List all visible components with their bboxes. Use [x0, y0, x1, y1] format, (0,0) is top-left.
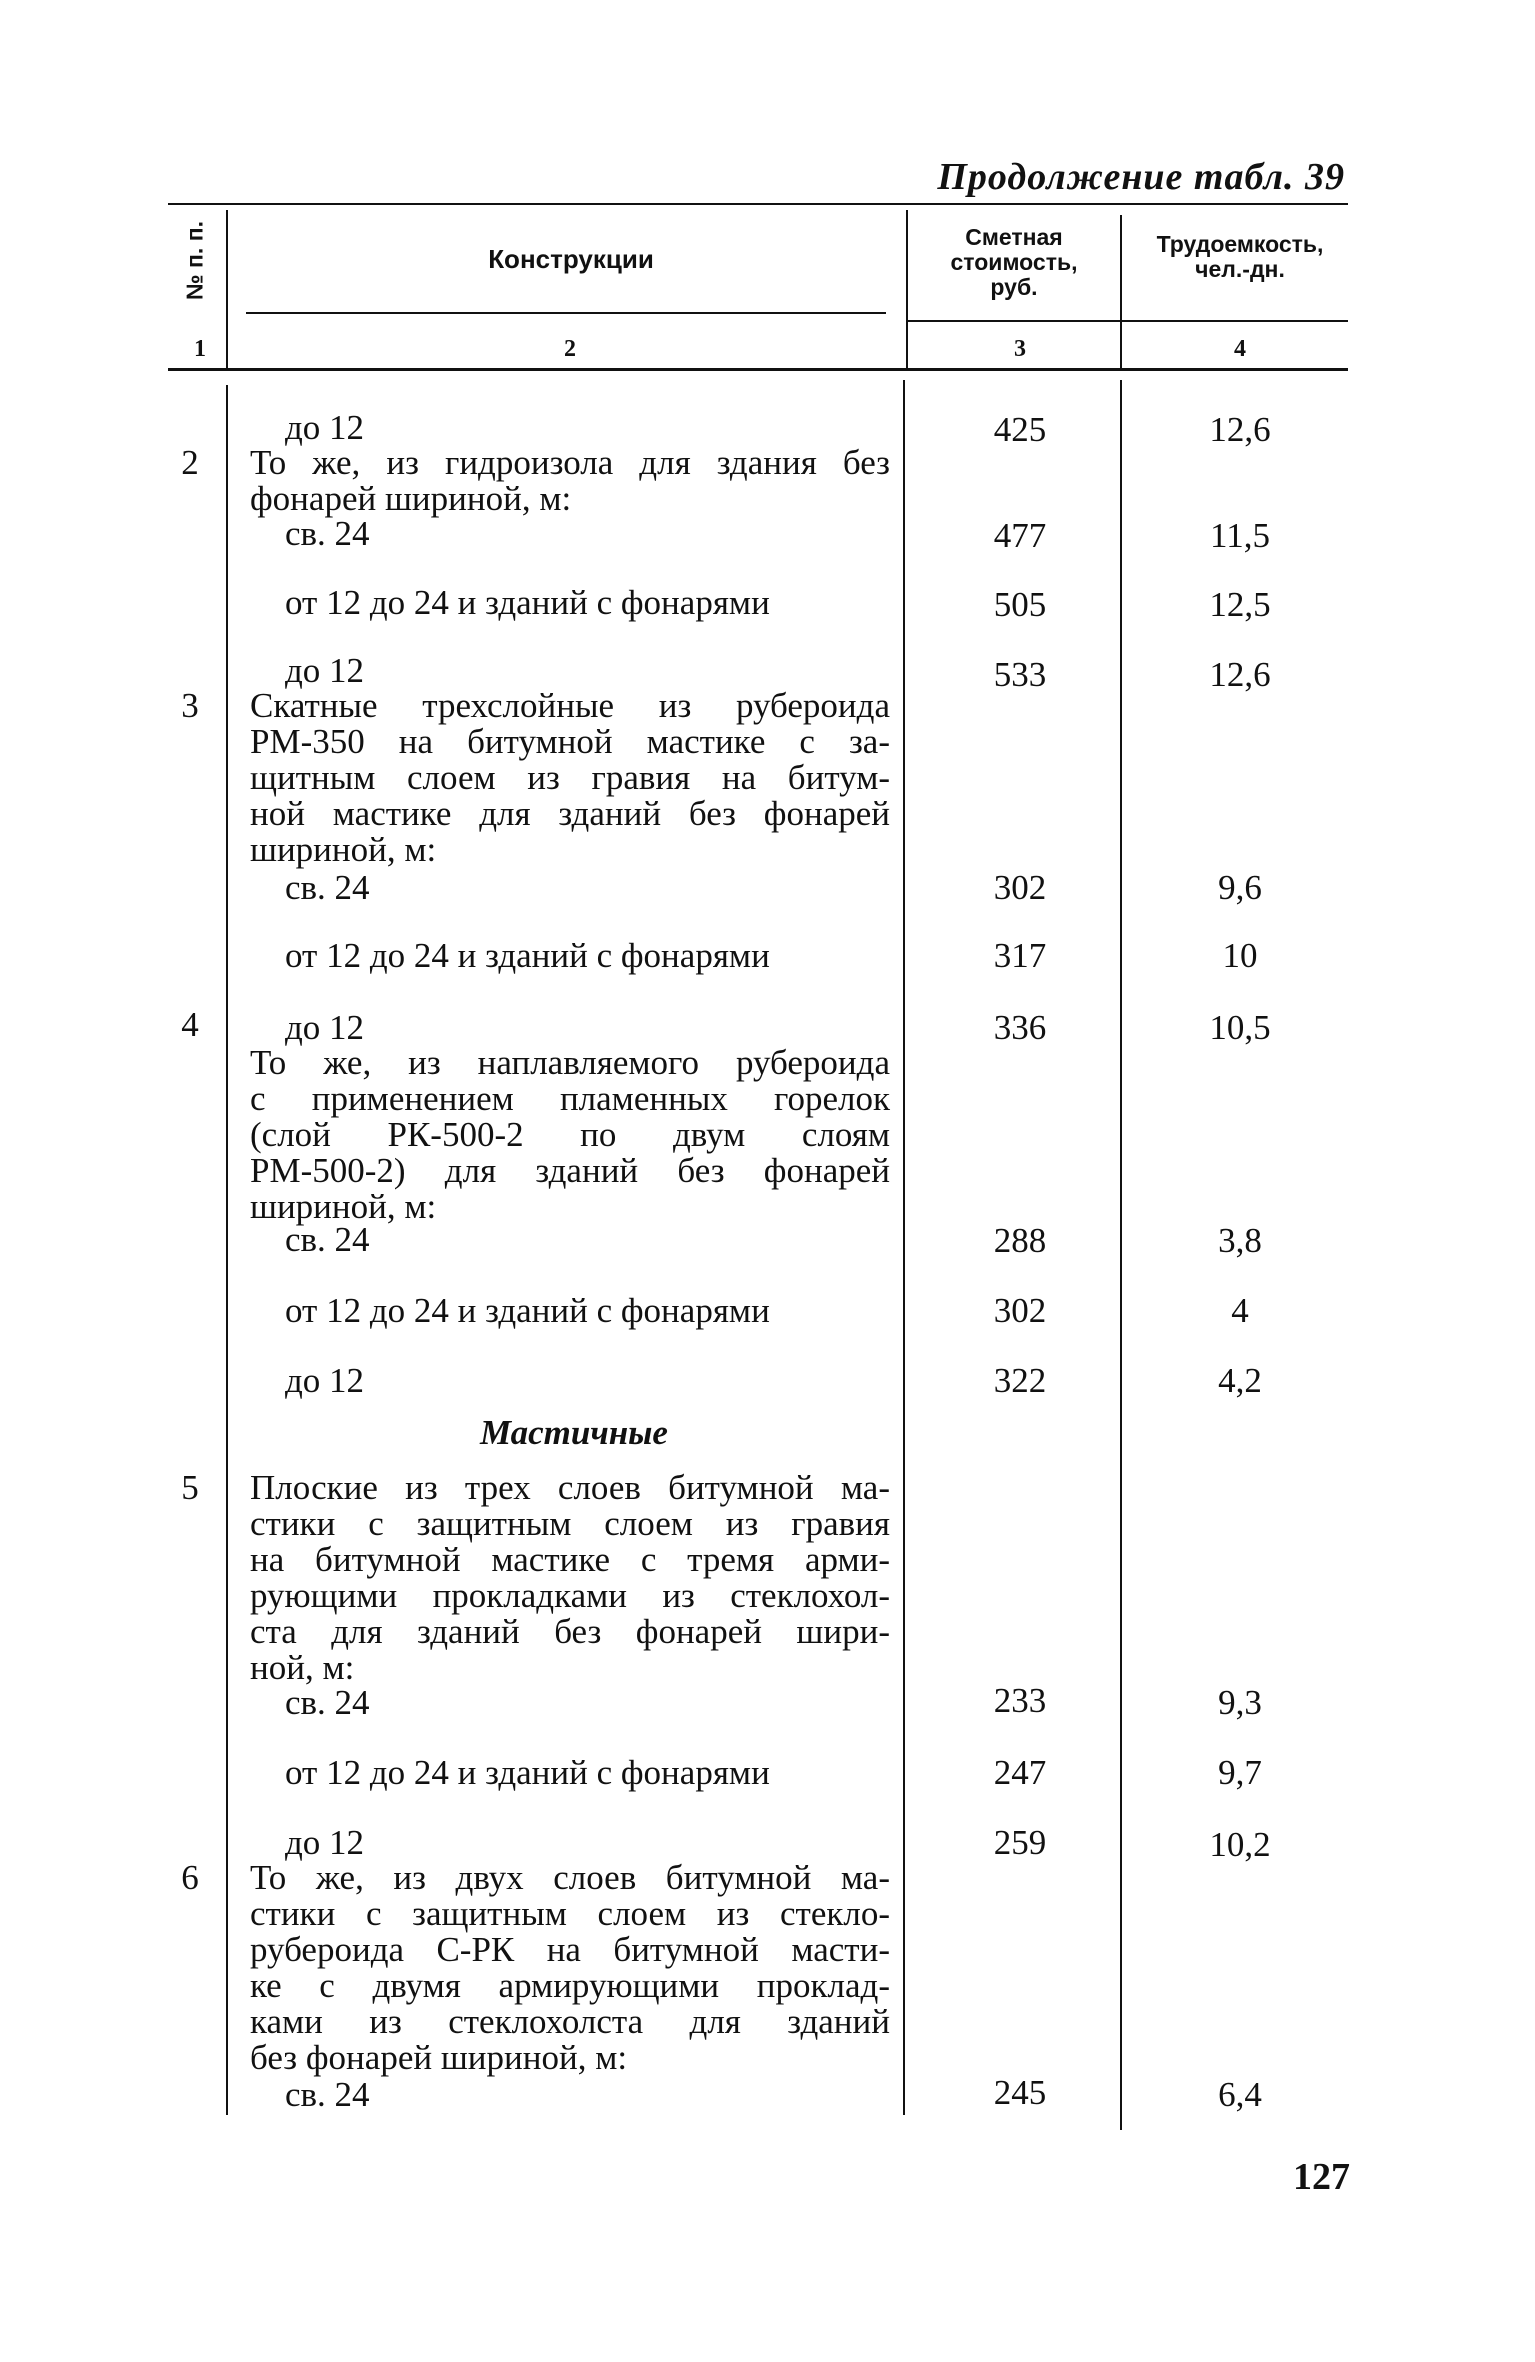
item-description-2 — [250, 445, 890, 517]
cost-value: 425 — [993, 410, 1047, 449]
description-line: рующими прокладками из стеклохол- — [250, 1576, 890, 1615]
row-text: от 12 до 24 и зданий с фонарями — [285, 1753, 770, 1792]
description-line: шириной, м: — [250, 830, 437, 869]
description-line: (слой РК-500-2 по двум слоям — [250, 1115, 890, 1154]
row-text: от 12 до 24 и зданий с фонарями — [285, 1291, 770, 1330]
item-description-3 — [250, 688, 890, 868]
table-caption: Продолжение табл. 39 — [937, 156, 1345, 198]
table-top-rule — [168, 203, 1348, 205]
description-line: ста для зданий без фонарей шири- — [250, 1612, 890, 1651]
cost-value: 322 — [993, 1361, 1047, 1400]
labor-value: 12,6 — [1209, 410, 1271, 449]
cost-value: 533 — [993, 655, 1047, 694]
description-line: Плоские из трех слоев битумной ма- — [250, 1468, 890, 1507]
row-text: св. 24 — [285, 1683, 370, 1722]
header-cost-line-1: Сметная — [965, 224, 1063, 250]
labor-value: 10,5 — [1209, 1008, 1271, 1047]
labor-value: 12,6 — [1209, 655, 1271, 694]
row-number-3: 3 — [181, 686, 199, 725]
col-divider-1 — [226, 210, 228, 370]
column-number-1: 1 — [194, 336, 206, 362]
description-line: рубероида С-РК на битумной масти- — [250, 1930, 890, 1969]
header-cost — [918, 225, 1110, 300]
cost-value: 245 — [993, 2073, 1047, 2112]
col-divider-3-body — [1120, 380, 1122, 2130]
description-line: РМ-350 на битумной мастике с за- — [250, 722, 890, 761]
description-line: РМ-500-2) для зданий без фонарей — [250, 1151, 890, 1190]
header-labor — [1122, 232, 1358, 282]
row-text: до 12 — [285, 1361, 365, 1400]
labor-value: 9,3 — [1218, 1683, 1262, 1722]
row-text: до 12 — [285, 1008, 365, 1047]
description-line: ками из стеклохолста для зданий — [250, 2002, 890, 2041]
labor-value: 9,6 — [1218, 868, 1262, 907]
cost-value: 302 — [993, 868, 1047, 907]
col-divider-1-body — [226, 385, 228, 2115]
row-number-4: 4 — [181, 1005, 199, 1044]
header-construction: Конструкции — [488, 244, 654, 274]
row-number-2: 2 — [181, 443, 199, 482]
item-description-4 — [250, 1045, 890, 1225]
header-num: № п. п. — [181, 221, 208, 300]
description-line: стики с защитным слоем из гравия — [250, 1504, 890, 1543]
header-bottom-rule — [168, 368, 1348, 371]
cost-value: 233 — [993, 1681, 1047, 1720]
labor-value: 3,8 — [1218, 1221, 1262, 1260]
cost-value: 336 — [993, 1008, 1047, 1047]
description-line: с применением пламенных горелок — [250, 1079, 890, 1118]
description-line: То же, из двух слоев битумной ма- — [250, 1858, 890, 1897]
row-text: от 12 до 24 и зданий с фонарями — [285, 583, 770, 622]
description-line: Скатные трехслойные из рубероида — [250, 686, 890, 725]
cost-value: 259 — [993, 1823, 1047, 1862]
labor-value: 11,5 — [1210, 516, 1270, 555]
cost-value: 477 — [993, 516, 1047, 555]
item-description-5 — [250, 1470, 890, 1686]
labor-value: 9,7 — [1218, 1753, 1262, 1792]
labor-value: 4 — [1231, 1291, 1249, 1330]
cost-value: 247 — [993, 1753, 1047, 1792]
description-line: щитным слоем из гравия на битум- — [250, 758, 890, 797]
cost-value: 317 — [993, 936, 1047, 975]
cost-value: 302 — [993, 1291, 1047, 1330]
row-text: св. 24 — [285, 514, 370, 553]
item-description-6 — [250, 1860, 890, 2076]
description-line: То же, из гидроизола для здания без — [250, 443, 890, 482]
row-text: до 12 — [285, 1823, 365, 1862]
row-text: св. 24 — [285, 1220, 370, 1259]
column-number-4: 4 — [1234, 336, 1246, 362]
description-line: ке с двумя армирующими проклад- — [250, 1966, 890, 2005]
description-line: То же, из наплавляемого рубероида — [250, 1043, 890, 1082]
description-line: шириной, м: — [250, 1187, 437, 1226]
description-line: стики с защитным слоем из стекло- — [250, 1894, 890, 1933]
col-divider-2-body — [903, 380, 905, 2115]
labor-value: 6,4 — [1218, 2075, 1262, 2114]
row-number-6: 6 — [181, 1858, 199, 1897]
labor-value: 10,2 — [1209, 1825, 1271, 1864]
labor-value: 4,2 — [1218, 1361, 1262, 1400]
section-heading: Мастичные — [480, 1413, 668, 1452]
labor-value: 12,5 — [1209, 585, 1271, 624]
description-line: фонарей шириной, м: — [250, 479, 572, 518]
labor-value: 10 — [1222, 936, 1258, 975]
row-text: св. 24 — [285, 868, 370, 907]
cost-value: 288 — [993, 1221, 1047, 1260]
column-number-2: 2 — [564, 336, 576, 362]
page-number: 127 — [1293, 2156, 1350, 2198]
cost-value: 505 — [993, 585, 1047, 624]
row-text: до 12 — [285, 651, 365, 690]
column-number-3: 3 — [1014, 336, 1026, 362]
header-cost-line-2: стоимость, — [950, 249, 1078, 275]
header-labor-line-2: чел.-дн. — [1195, 256, 1285, 282]
row-text: от 12 до 24 и зданий с фонарями — [285, 936, 770, 975]
description-line: на битумной мастике с тремя арми- — [250, 1540, 890, 1579]
description-line: ной мастике для зданий без фонарей — [250, 794, 890, 833]
header-rule-right — [906, 320, 1348, 322]
col-divider-2 — [906, 210, 908, 370]
header-cost-line-3: руб. — [990, 274, 1038, 300]
row-text: до 12 — [285, 408, 365, 447]
row-number-5: 5 — [181, 1468, 199, 1507]
row-text: св. 24 — [285, 2075, 370, 2114]
header-rule-left — [246, 312, 886, 314]
description-line: без фонарей шириной, м: — [250, 2038, 628, 2077]
header-labor-line-1: Трудоемкость, — [1156, 231, 1324, 257]
description-line: ной, м: — [250, 1648, 355, 1687]
